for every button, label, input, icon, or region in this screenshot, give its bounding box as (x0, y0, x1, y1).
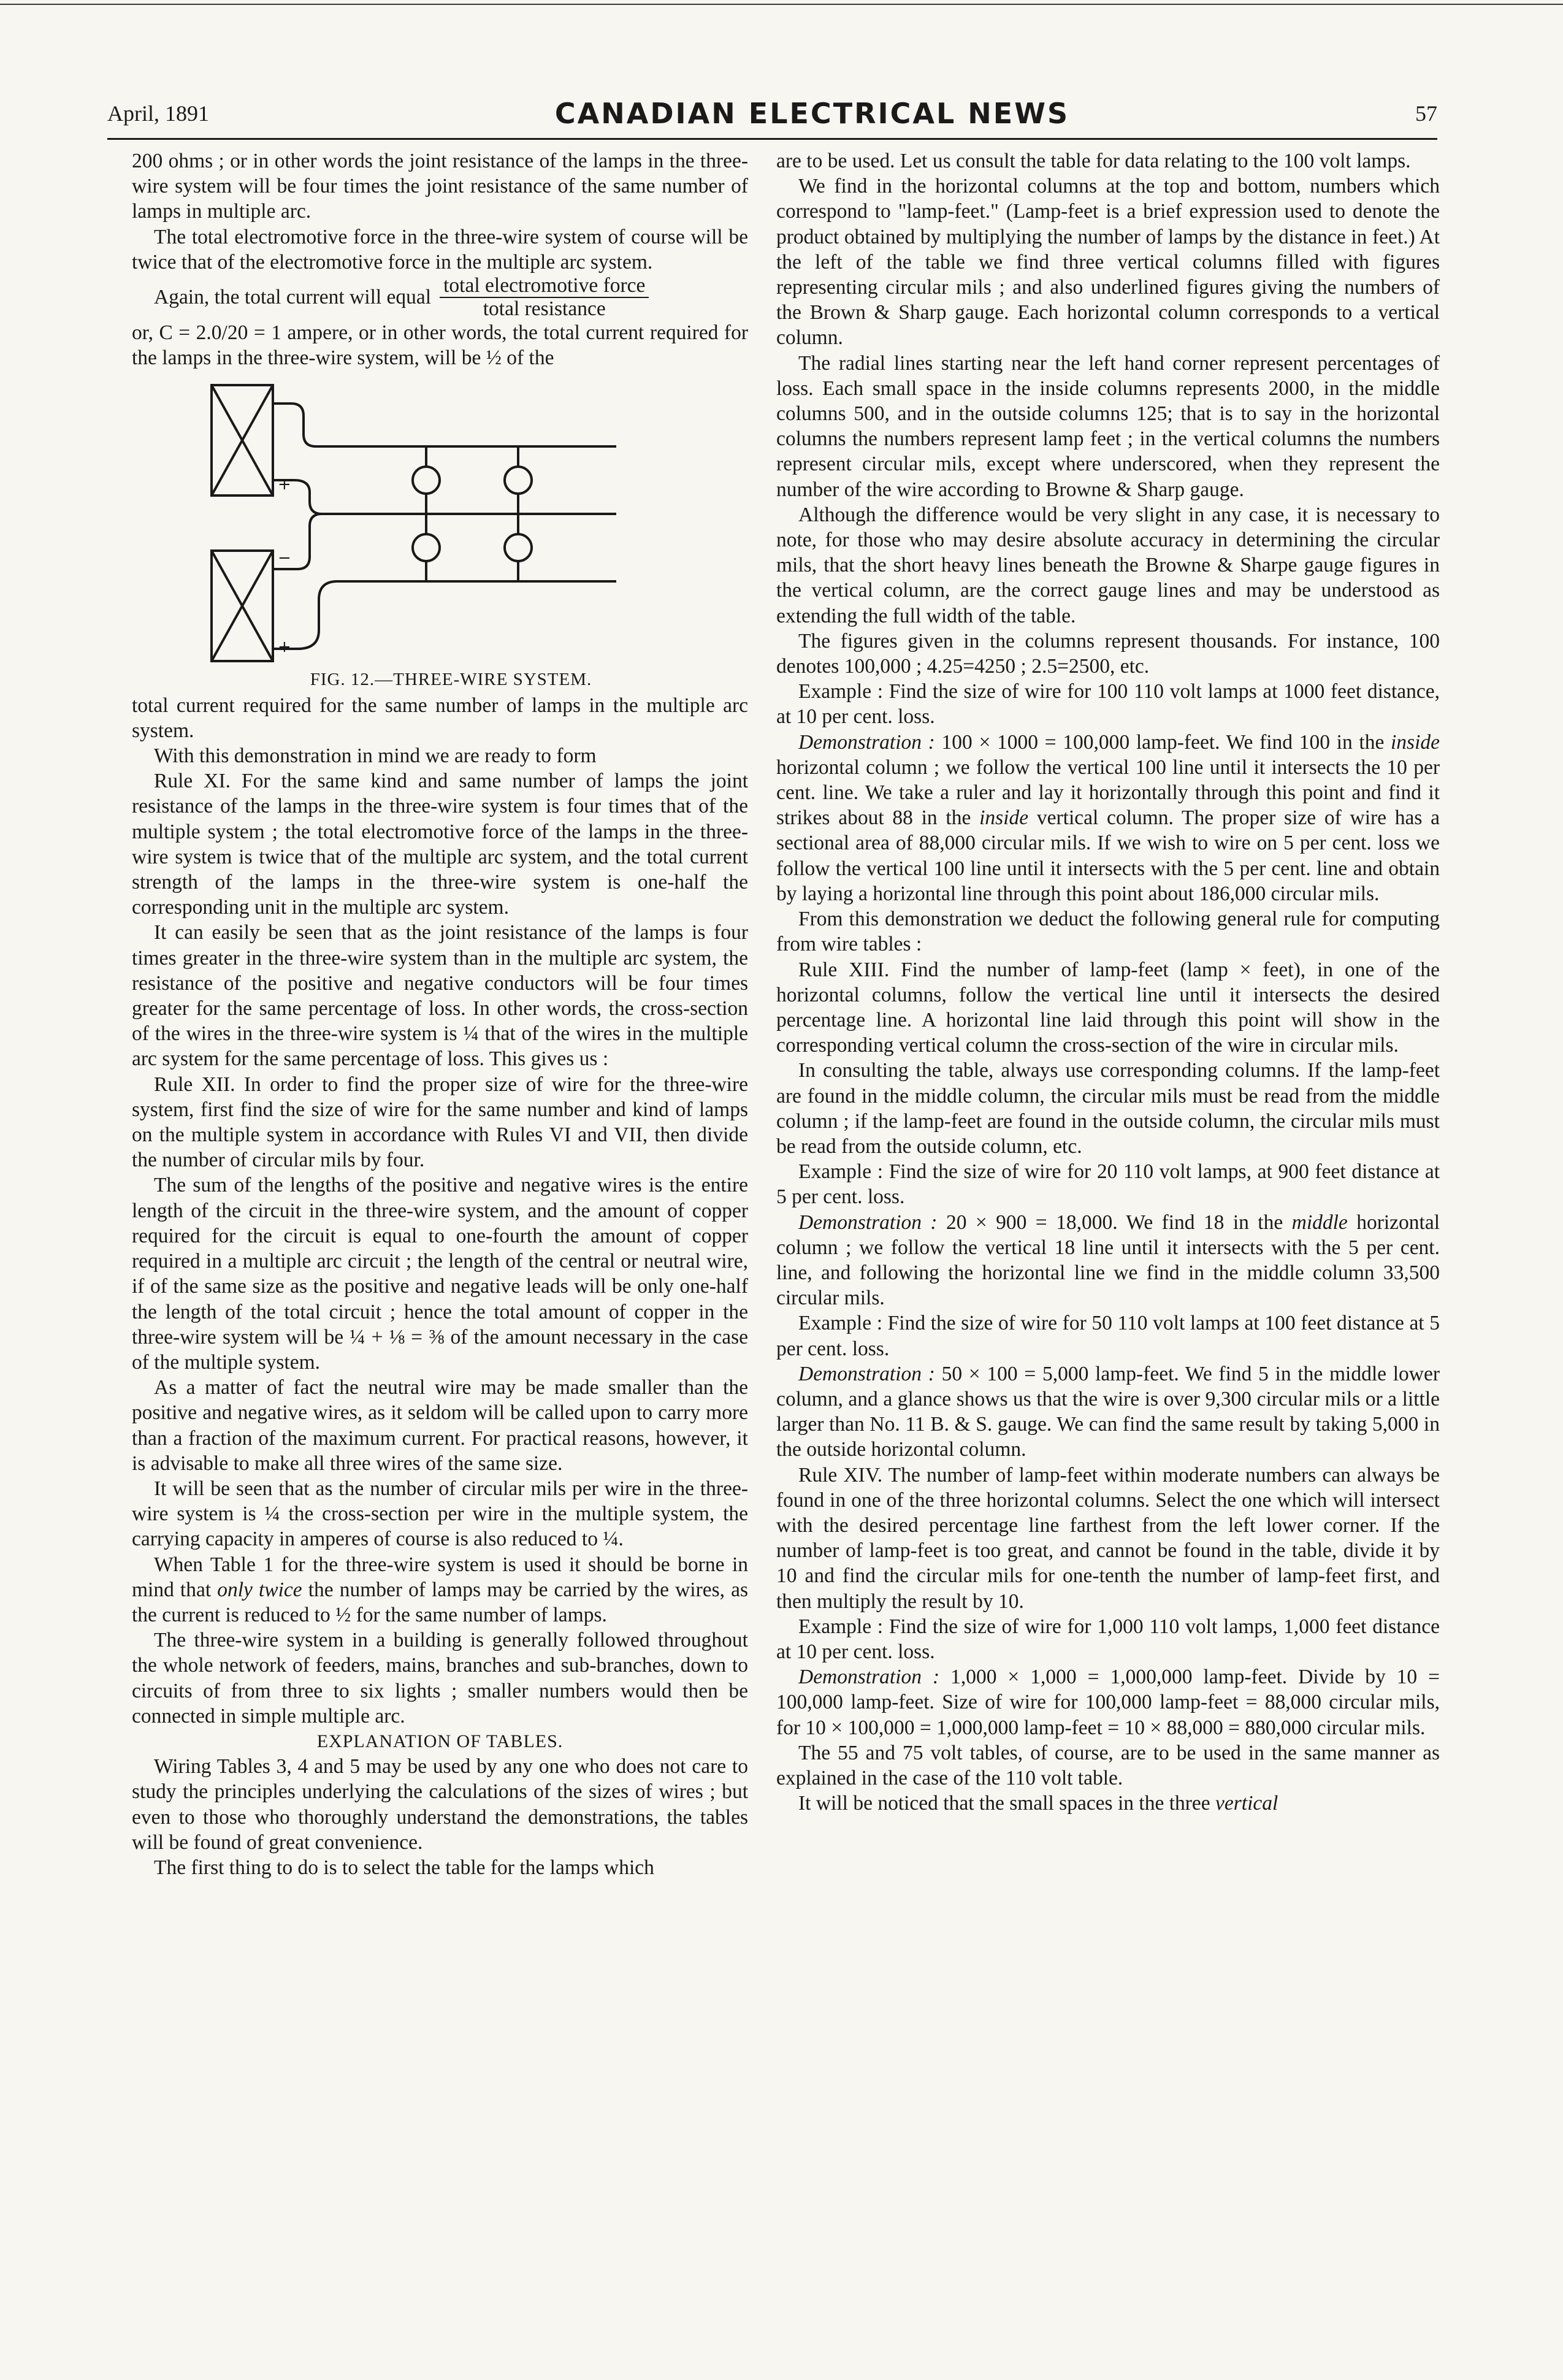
text-run: When Table 1 for the three-wire system is used it should be borne in mind that (132, 1553, 748, 1601)
emphasis: middle (1291, 1211, 1348, 1234)
emphasis: inside (979, 806, 1029, 830)
plus-sign: + (278, 475, 291, 494)
header-rule (107, 138, 1437, 140)
paragraph-rule-xi: Rule XI. For the same kind and same number of lamps the joint resistance of the lamps in the three-wire system is four times that of the multiple system ; the total electromotive force of the lamps in the three-wire system is twice that of the multiple arc system, and the total current strength of the lamps in the three-wire system is one-half the corresponding unit in the multiple arc system. (132, 770, 748, 919)
demonstration (776, 1361, 1440, 1463)
fraction-numerator: total electromotive force (440, 275, 649, 298)
paragraph: With this demonstration in mind we are ready to form (154, 744, 597, 768)
example: Example : Find the size of wire for 100 110 volt lamps at 1000 feet distance, at 10 per cent. loss. (776, 680, 1440, 729)
emphasis: Demonstration : (798, 1362, 935, 1385)
paragraph: The figures given in the columns represent thousands. For instance, 100 denotes 100,000 ; 4.25=4250 ; 2.5=2500, etc. (776, 629, 1440, 678)
text-run: the number of lamps may be carried by the wires, as the current is reduced to ½ for the same number of lamps. (132, 1578, 749, 1626)
example: Example : Find the size of wire for 50 110 volt lamps at 100 feet distance at 5 per cent. loss. (776, 1312, 1440, 1360)
example: Example : Find the size of wire for 20 110 volt lamps, at 900 feet distance at 5 per cent. loss. (776, 1160, 1440, 1209)
paragraph-rule-xiv: Rule XIV. The number of lamp-feet within moderate numbers can always be found in one of the three horizontal columns. Select the one which will intersect with the desired percentage line farthest from the left lower corner. If the number of lamp-feet is too great, and cannot be found in the table, divide it by 10 and find the circular mils for one-tenth the number of lamp-feet first, and then multiply the result by 10. (776, 1463, 1440, 1613)
emphasis: Demonstration : (798, 730, 935, 754)
formula-line (132, 275, 748, 320)
paragraph (776, 1791, 1440, 1816)
paragraph (132, 1552, 748, 1628)
section-heading: EXPLANATION OF TABLES. (316, 1731, 564, 1751)
text-run: 1,000 × 1,000 = 1,000,000 lamp-feet. Divide by 10 = 100,000 lamp-feet. Size of wire for 100,000 lamp-feet = 88,000 circular mils, for 10 × 100,000 = 1,000,000 lamp-feet = 10 × 88,000 = 880,000 circular mils. (776, 1666, 1440, 1739)
emphasis: Demonstration : (798, 1666, 940, 1689)
lamp-icon (413, 467, 440, 494)
paragraph: The first thing to do is to select the table for the lamps which (154, 1856, 654, 1879)
paragraph: From this demonstration we deduct the following general rule for computing from wire tables : (776, 908, 1440, 956)
paragraph: As a matter of fact the neutral wire may be made smaller than the positive and negative wires, as it seldom will be called upon to carry more than a fraction of the maximum current. For practical reasons, however, it is advisable to make all three wires of the same size. (132, 1376, 748, 1475)
paragraph-rule-xiii: Rule XIII. Find the number of lamp-feet (lamp × feet), in one of the horizontal columns, follow the vertical line until it intersects the desired percentage line. A horizontal line laid through this point will show in the corresponding vertical column the cross-section of the wire in circular mils. (776, 958, 1440, 1057)
minus-sign: − (278, 549, 291, 568)
text-run: vertical column. The proper size of wire has a sectional area of 88,000 circular mils. If we wish to wire on 5 per cent. loss we follow the vertical 100 line until it intersects with the 5 per cent. line and obtain by laying a horizontal line through this point about 186,000 circular mils. (776, 806, 1440, 905)
emphasis: inside (1391, 730, 1440, 754)
example: Example : Find the size of wire for 1,000 110 volt lamps, 1,000 feet distance at 10 per cent. loss. (776, 1615, 1440, 1663)
text-run: 20 × 900 = 18,000. We find 18 in the (946, 1211, 1283, 1234)
paragraph: The sum of the lengths of the positive and negative wires is the entire length of the circuit in the three-wire system, and the amount of copper required for the circuit is equal to one-fourth the amount of copper required in a multiple arc circuit ; the length of the central or neutral wire, if of the same size as the positive and negative leads will be only one-half the length of the total circuit ; hence the total amount of copper in the three-wire system will be ¼ + ⅛ = ⅜ of the amount necessary in the case of the multiple system. (132, 1174, 748, 1374)
text-run: 100 × 1000 = 100,000 lamp-feet. We find 100 in the (941, 730, 1385, 754)
paragraph: 200 ohms ; or in other words the joint resistance of the lamps in the three-wire system will be four times the joint resistance of the same number of lamps in multiple arc. (132, 150, 748, 223)
paragraph: are to be used. Let us consult the table for data relating to the 100 volt lamps. (776, 150, 1411, 172)
paragraph: total current required for the same number of lamps in the multiple arc system. (132, 694, 748, 742)
paragraph: We find in the horizontal columns at the top and bottom, numbers which correspond to "lamp-feet." (Lamp-feet is a brief expression used to denote the product obtained by multiplying the number of lamps by the distance in feet.) At the left of the table we find three vertical columns filled with figures representing circular mils ; and also underlined figures giving the numbers of the Brown & Sharp gauge. Each horizontal column corresponds to a vertical column. (776, 175, 1440, 350)
plus-sign: + (278, 638, 291, 657)
emphasis: vertical (1215, 1792, 1278, 1815)
paragraph-rule-xii: Rule XII. In order to find the proper size of wire for the three-wire system, first find the size of wire for the same number and kind of lamps on the multiple system in accordance with Rules VI and VII, then divide the number of circular mils by four. (132, 1073, 748, 1172)
top-border-line (0, 4, 1563, 5)
paragraph: The radial lines starting near the left hand corner represent percentages of loss. Each small space in the inside columns represents 2000, in the middle columns 500, and in the outside columns 125; that is to say in the horizontal columns the numbers represent lamp feet ; in the vertical columns the numbers represent circular mils, except where underscored, when they represent the number of the wire according to Browne & Sharp gauge. (776, 351, 1440, 501)
demonstration (776, 1664, 1440, 1740)
text-run: horizontal column ; we follow the vertical 18 line until it intersects with the 5 per cent. line, and following the horizontal line we find in the middle column 33,500 circular mils. (776, 1211, 1440, 1310)
text-run: It will be noticed that the small spaces in the three (798, 1792, 1210, 1815)
fraction-denominator: total resistance (483, 297, 606, 321)
paragraph: The total electromotive force in the three-wire system of course will be twice that of the electromotive force in the multiple arc system. (132, 225, 748, 274)
left-column (132, 148, 748, 1880)
paragraph: The three-wire system in a building is generally followed throughout the whole network of feeders, mains, branches and sub-branches, down to circuits of from three to six lights ; smaller numbers would then be connected in simple multiple arc. (132, 1629, 748, 1728)
issue-date: April, 1891 (107, 101, 209, 126)
lamp-icon (413, 534, 440, 561)
text-run: 50 × 100 = 5,000 lamp-feet. We find 5 in the middle lower column, and a glance shows us that the wire is over 9,300 circular mils or a little larger than No. 11 B. & S. gauge. We can find the same result by taking 5,000 in the outside horizontal column. (776, 1362, 1440, 1461)
negative-wire (273, 581, 616, 649)
demonstration (776, 730, 1440, 906)
text-run: horizontal column ; we follow the vertical 100 line until it intersects the 10 per cent. line. We take a ruler and lay it horizontally through this point and find it strikes about 88 in the (776, 756, 1440, 830)
figure-three-wire-system (132, 379, 748, 667)
paragraph: Although the difference would be very slight in any case, it is necessary to note, for those who may desire absolute accuracy in determining the circular mils, that the short heavy lines beneath the Browne & Sharpe gauge figures in the vertical column, are the correct gauge lines and may be understood as extending the full width of the table. (776, 503, 1440, 627)
paragraph: The 55 and 75 volt tables, of course, are to be used in the same manner as explained in the case of the 110 volt table. (776, 1741, 1440, 1789)
paragraph: It can easily be seen that as the joint resistance of the lamps is four times greater in the three-wire system than in the multiple arc system, the resistance of the positive and negative conductors will be four times greater for the same percentage of loss. In other words, the cross-section of the wires in the three-wire system is ¼ that of the wires in the multiple arc system for the same percentage of loss. This gives us : (132, 921, 748, 1071)
fraction (440, 275, 649, 320)
paragraph: Wiring Tables 3, 4 and 5 may be used by any one who does not care to study the principles underlying the calculations of the sizes of wires ; but even to those who thoroughly understand the demonstrations, the tables will be found of great convenience. (132, 1755, 748, 1854)
lamp-icon (505, 467, 532, 494)
figure-caption: FIG. 12.—THREE-WIRE SYSTEM. (310, 670, 592, 690)
page-header (107, 92, 1437, 135)
right-column (776, 148, 1440, 1816)
paragraph: or, C = 2.0/20 = 1 ampere, or in other words, the total current required for the lamps in the three-wire system, will be ½ of the (132, 321, 748, 370)
paragraph: In consulting the table, always use corresponding columns. If the lamp-feet are found in the middle column, the circular mils must be read from the middle column ; if the lamp-feet are found in the outside column, the circular mils must be read from the outside column, etc. (776, 1059, 1440, 1158)
emphasis: Demonstration : (798, 1211, 938, 1234)
page-number: 57 (1415, 101, 1437, 126)
three-wire-diagram (187, 379, 678, 667)
positive-wire (273, 404, 616, 446)
lamp-icon (505, 534, 532, 561)
paragraph: It will be seen that as the number of circular mils per wire in the three-wire system is ¼ the cross-section per wire in the multiple system, the carrying capacity in amperes of course is also reduced to ¼. (132, 1477, 748, 1551)
emphasis: only twice (217, 1578, 302, 1601)
demonstration (776, 1210, 1440, 1311)
publication-title: CANADIAN ELECTRICAL NEWS (554, 97, 1070, 130)
neutral-wire (273, 480, 616, 514)
formula-text: Again, the total current will equal (154, 286, 432, 309)
